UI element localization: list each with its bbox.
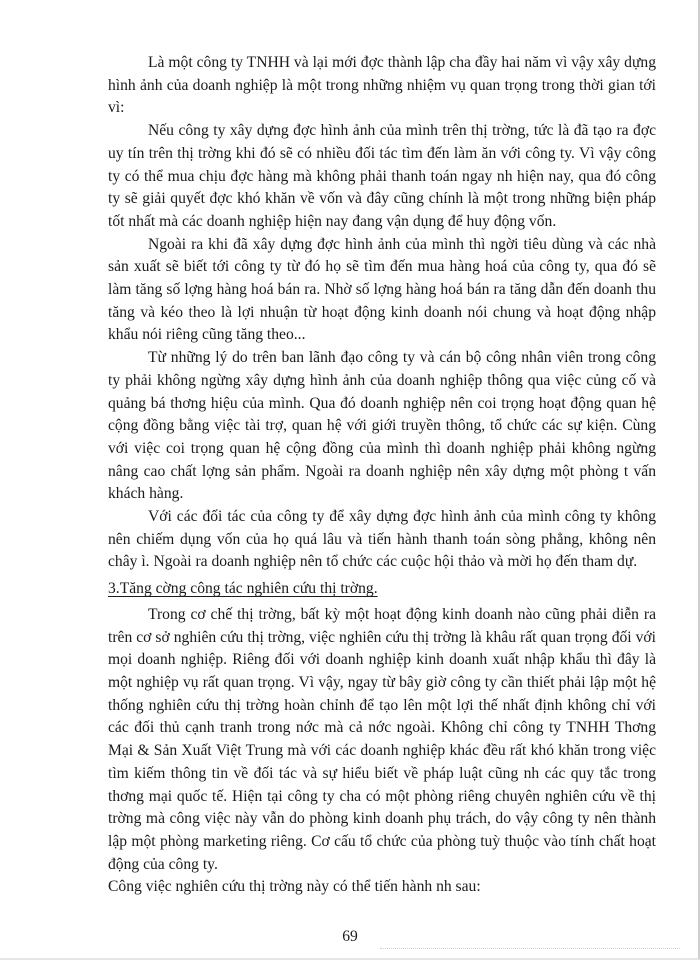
document-body (108, 52, 656, 899)
paragraph-sales: Ngoài ra khi đã xây dựng đợc hình ảnh của mình thì ngời tiêu dùng và các nhà sản xuất sẽ biết tới công ty từ đó họ sẽ tìm đến mua hàng hoá của công ty, qua đó sẽ làm tăng số lợng hàng hoá bán ra. Nhờ số lợng hàng hoá bán ra tăng dẫn đến doanh thu tăng và kéo theo là lợi nhuận từ hoạt động kinh doanh nói chung và hoạt động nhập khẩu nói riêng cũng tăng theo... (108, 235, 656, 344)
page-number: 69 (342, 928, 358, 945)
section-heading: 3.Tăng cờng công tác nghiên cứu thị trờng. (108, 580, 378, 598)
paragraph-intro: Là một công ty TNHH và lại mới đợc thành lập cha đầy hai năm vì vậy xây dựng hình ảnh của doanh nghiệp là một trong những nhiệm vụ quan trọng trong thời gian tới vì: (108, 54, 656, 117)
paragraph-branding: Từ những lý do trên ban lãnh đạo công ty và cán bộ công nhân viên trong công ty phải không ngừng xây dựng hình ảnh của doanh nghiệp thông qua việc củng cố và quảng bá thơng hiệu của mình. Qua đó doanh nghiệp nên coi trọng hoạt động quan hệ cộng đồng bằng việc tài trợ, quan hệ với giới truyền thông, tổ chức các sự kiện. Cùng với việc coi trọng quan hệ cộng đồng của mình thì doanh nghiệp phải không ngừng nâng cao chất lợng sản phẩm. Ngoài ra doanh nghiệp nên xây dựng một phòng t vấn khách hàng. (108, 349, 656, 503)
paragraph-market-research: Trong cơ chế thị trờng, bất kỳ một hoạt động kinh doanh nào cũng phải diễn ra trên cơ sở nghiên cứu thị trờng, việc nghiên cứu thị trờng là khâu rất quan trọng đối với mọi doanh nghiệp. Riêng đối với doanh nghiệp kinh doanh xuất nhập khẩu thì đây là một nghiệp vụ rất quan trọng. Vì vậy, ngay từ bây giờ công ty cần thiết phải lập một hệ thống nghiên cứu thị trờng hoàn chỉnh để tạo lên một lợi thế nhất định không chỉ với các đối thủ cạnh tranh trong nớc mà cả nớc ngoài. Không chỉ công ty TNHH Thơng Mại & Sản Xuất Việt Trung mà với các doanh nghiệp khác đều rất khó khăn trong việc tìm kiếm thông tin về đối tác và sự hiểu biết về pháp luật cũng nh các quy tắc trong thơng mại quốc tế. Hiện tại công ty cha có một phòng riêng chuyên nghiên cứu về thị trờng mà công việc này vẫn do phòng kinh doanh phụ trách, do vậy công ty nên thành lập một phòng marketing riêng. Cơ cấu tổ chức của phòng tuỳ thuộc vào tính chất hoạt động của công ty. (108, 605, 656, 873)
paragraph-market-steps: Công việc nghiên cứu thị trờng này có thể tiến hành nh sau: (108, 878, 481, 896)
footer-divider (380, 948, 680, 949)
paragraph-partners: Với các đối tác của công ty để xây dựng đợc hình ảnh của mình công ty không nên chiếm dụng vốn của họ quá lâu và tiến hành thanh toán sòng phẳng, không nên chây ì. Ngoài ra doanh nghiệp nên tổ chức các cuộc hội thảo và mời họ đến tham dự. (108, 508, 656, 571)
paragraph-reputation: Nếu công ty xây dựng đợc hình ảnh của mình trên thị trờng, tức là đã tạo ra đợc uy tín trên thị trờng khi đó sẽ có nhiều đối tác tìm đến làm ăn với công ty. Vì vậy công ty có thể mua chịu đợc hàng mà không phải thanh toán ngay nh hiện nay, qua đó công ty sẽ giải quyết đợc khó khăn về vốn và đây cũng chính là một trong những biện pháp tốt nhất mà các doanh nghiệp hiện nay đang vận dụng để huy động vốn. (108, 122, 656, 230)
